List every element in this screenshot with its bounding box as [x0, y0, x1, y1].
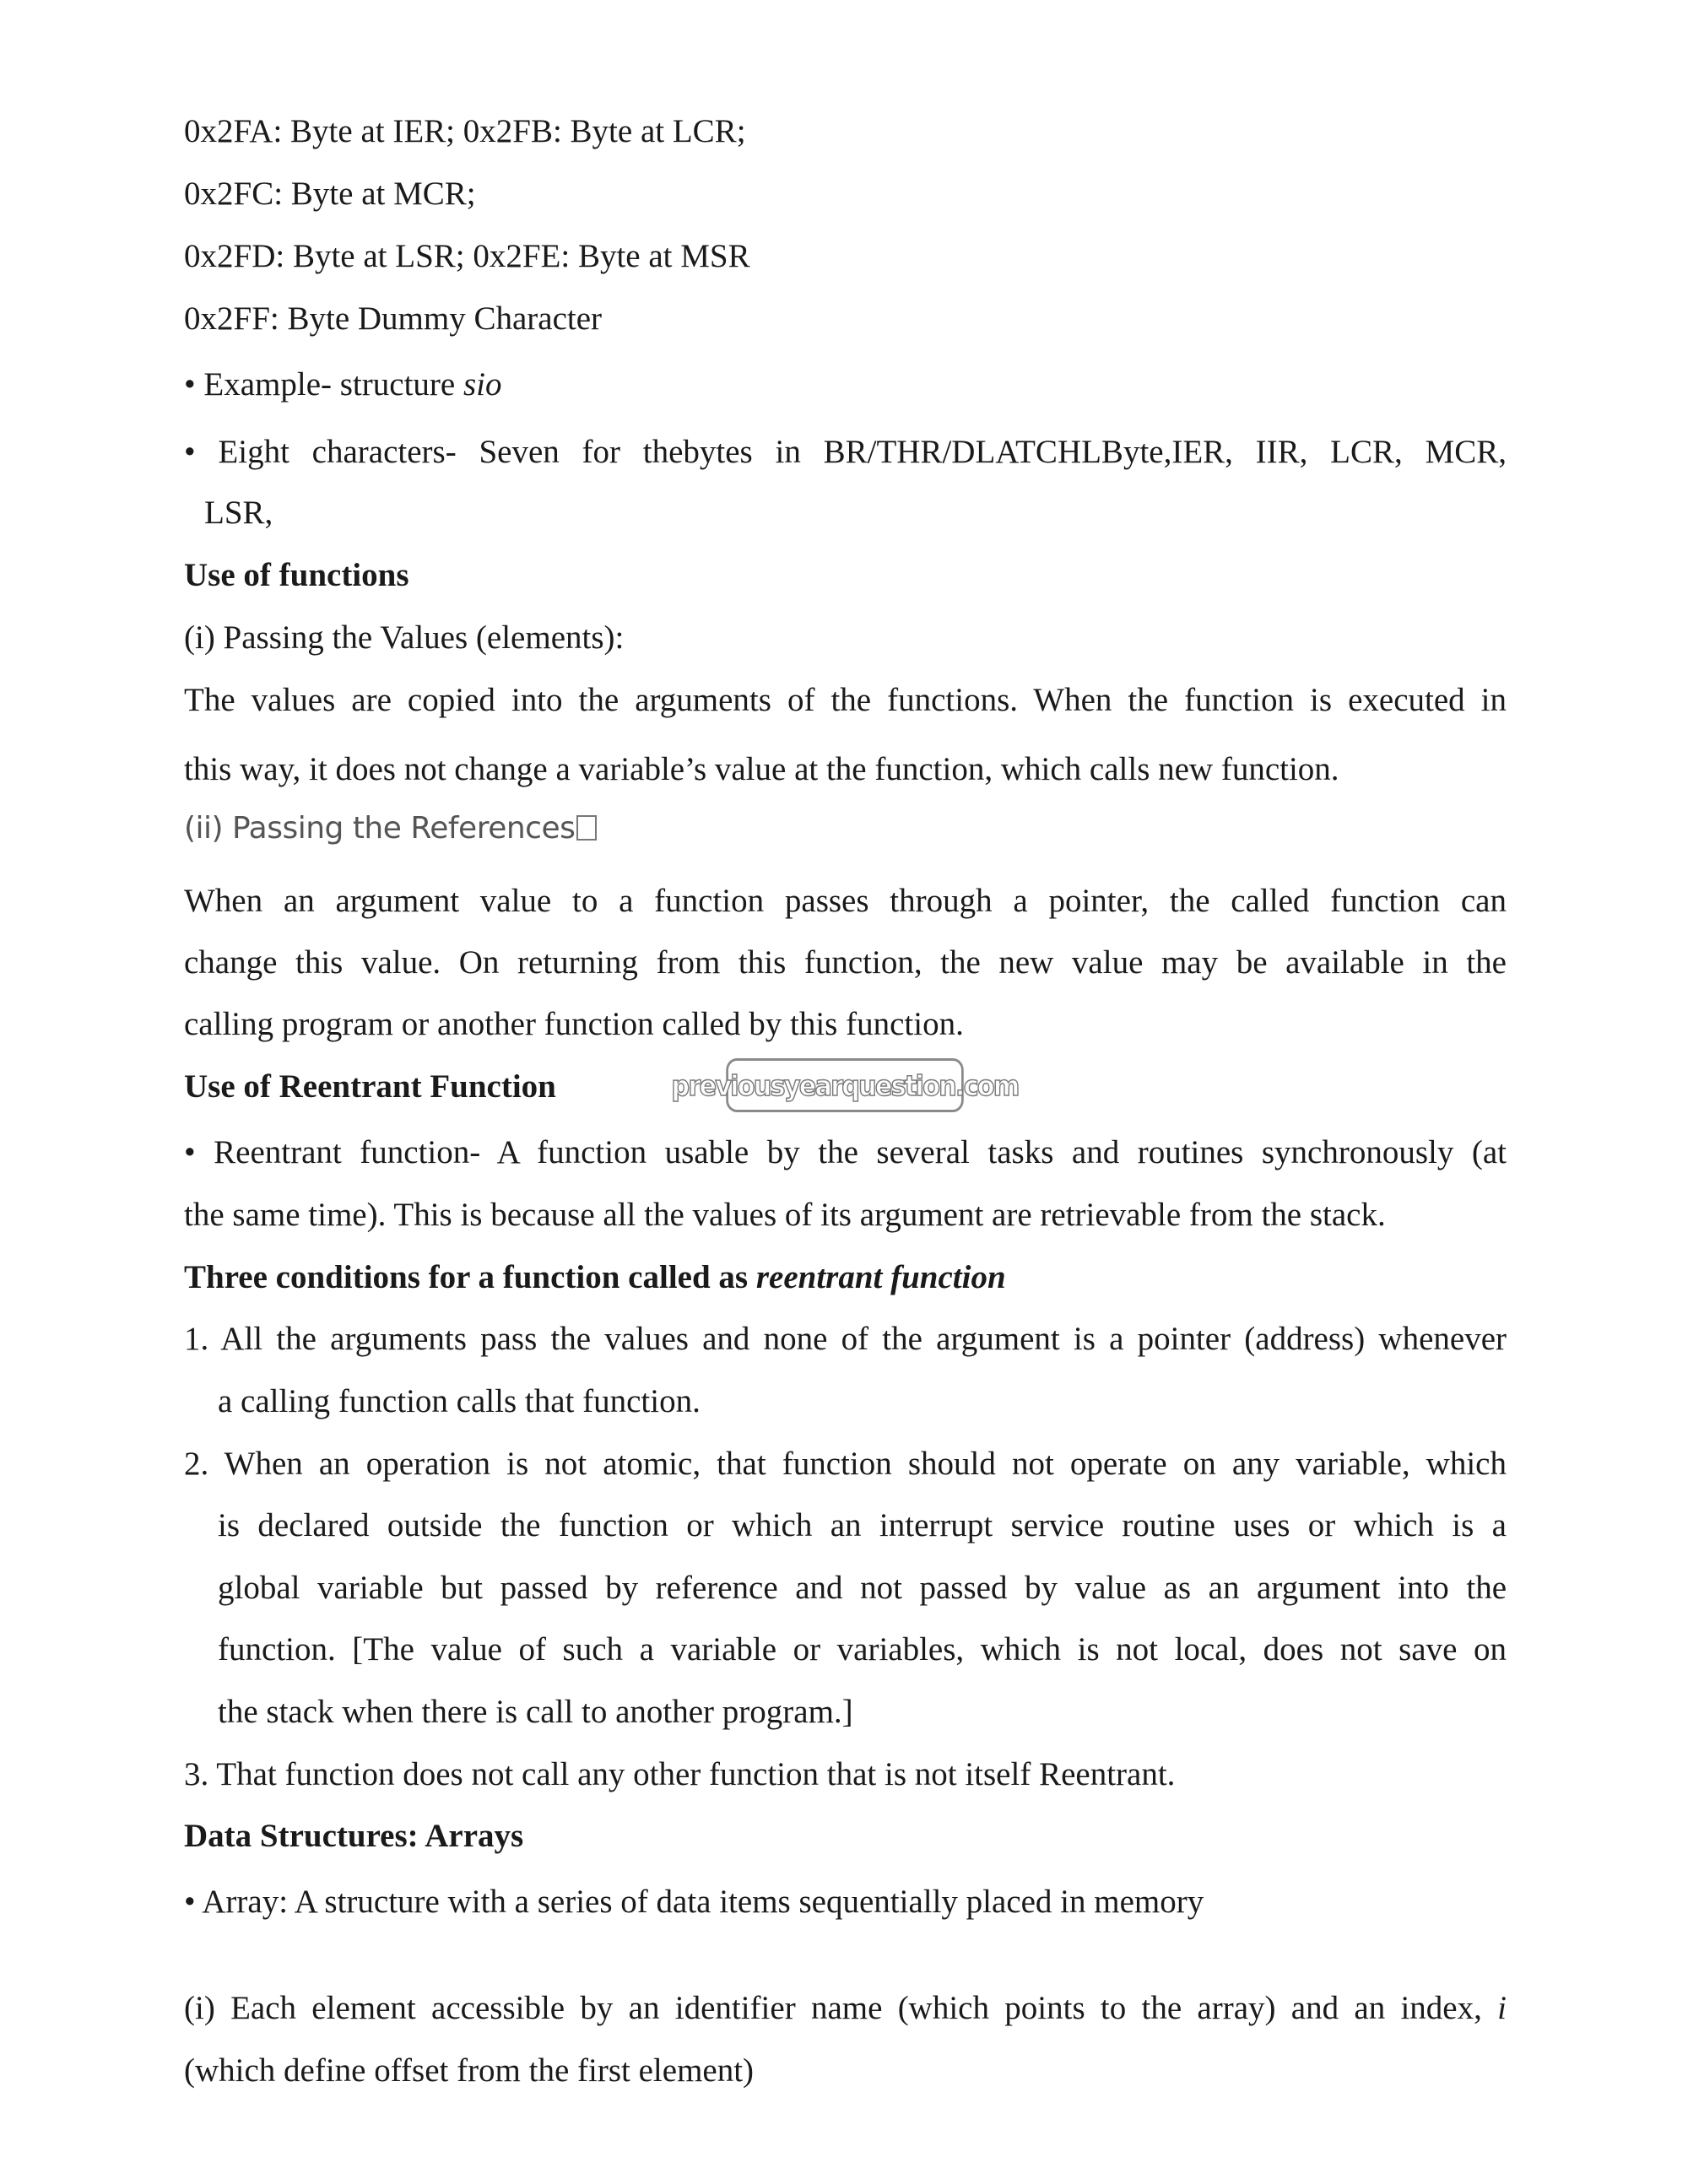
condition-3: 3. That function does not call any other function that is not itself Reentrant. [184, 1756, 1176, 1792]
bullet-example-sio: sio [463, 366, 502, 403]
subheading-passing-references-text: (ii) Passing the References [184, 811, 576, 846]
heading-data-structures-arrays: Data Structures: Arrays [184, 1818, 524, 1854]
condition-2-line-1: 2. When an operation is not atomic, that function should not operate on any variable, which [184, 1446, 1507, 1482]
heading-three-conditions [184, 1257, 1006, 1298]
text-line-lsr-msr: 0x2FD: Byte at LSR; 0x2FE: Byte at MSR [184, 238, 750, 274]
heading-three-conditions-emphasis: reentrant function [755, 1259, 1006, 1295]
bullet-example-structure [184, 365, 501, 405]
condition-2-line-2: is declared outside the function or which an interrupt service routine uses or which is a [218, 1507, 1507, 1543]
array-point-1-index: i [1497, 1990, 1507, 2026]
bullet-array-definition: • Array: A structure with a series of data items sequentially placed in memory [184, 1884, 1204, 1920]
text-line-mcr: 0x2FC: Byte at MCR; [184, 176, 476, 212]
watermark-logo: previousyearquestion.com [726, 1058, 964, 1112]
array-point-1-line-1 [184, 1988, 1507, 2029]
heading-use-of-functions: Use of functions [184, 557, 409, 593]
array-point-1-text: (i) Each element accessible by an identifier name (which points to the array) and an index, [184, 1990, 1498, 2026]
bullet-reentrant-definition-cont: the same time). This is because all the values of its argument are retrievable from the stack. [184, 1197, 1386, 1233]
condition-1-line-2: a calling function calls that function. [218, 1383, 701, 1419]
missing-glyph-icon [576, 815, 597, 841]
bullet-example-text: • Example- structure [184, 366, 463, 403]
bullet-eight-characters: • Eight characters- Seven for thebytes in BR/THR/DLATCHLByte,IER, IIR, LCR, MCR, [184, 434, 1507, 470]
text-line-ier-lcr: 0x2FA: Byte at IER; 0x2FB: Byte at LCR; [184, 113, 746, 149]
paragraph-values-line-2: this way, it does not change a variable’s value at the function, which calls new function. [184, 751, 1339, 787]
condition-2-line-4: function. [The value of such a variable or variables, which is not local, does not save on [218, 1631, 1507, 1668]
subheading-passing-references [184, 808, 597, 849]
paragraph-references-line-2: change this value. On returning from this function, the new value may be available in the [184, 944, 1507, 981]
heading-three-conditions-text: Three conditions for a function called as [184, 1259, 756, 1295]
condition-2-line-3: global variable but passed by reference and not passed by value as an argument into the [218, 1570, 1507, 1606]
bullet-eight-characters-cont: LSR, [204, 495, 273, 531]
condition-2-line-5: the stack when there is call to another program.] [218, 1694, 853, 1730]
paragraph-references-line-3: calling program or another function called by this function. [184, 1006, 964, 1042]
bullet-reentrant-definition: • Reentrant function- A function usable by the several tasks and routines synchronously (at [184, 1134, 1507, 1170]
subheading-passing-values: (i) Passing the Values (elements): [184, 619, 625, 656]
paragraph-references-line-1: When an argument value to a function passes through a pointer, the called function can [184, 883, 1507, 919]
text-line-dummy-character: 0x2FF: Byte Dummy Character [184, 300, 603, 337]
condition-1-line-1: 1. All the arguments pass the values and none of the argument is a pointer (address) whenever [184, 1321, 1507, 1357]
paragraph-values-line-1: The values are copied into the arguments of the functions. When the function is executed in [184, 682, 1507, 718]
heading-reentrant-function: Use of Reentrant Function [184, 1068, 556, 1105]
array-point-1-line-2: (which define offset from the first element) [184, 2052, 755, 2089]
